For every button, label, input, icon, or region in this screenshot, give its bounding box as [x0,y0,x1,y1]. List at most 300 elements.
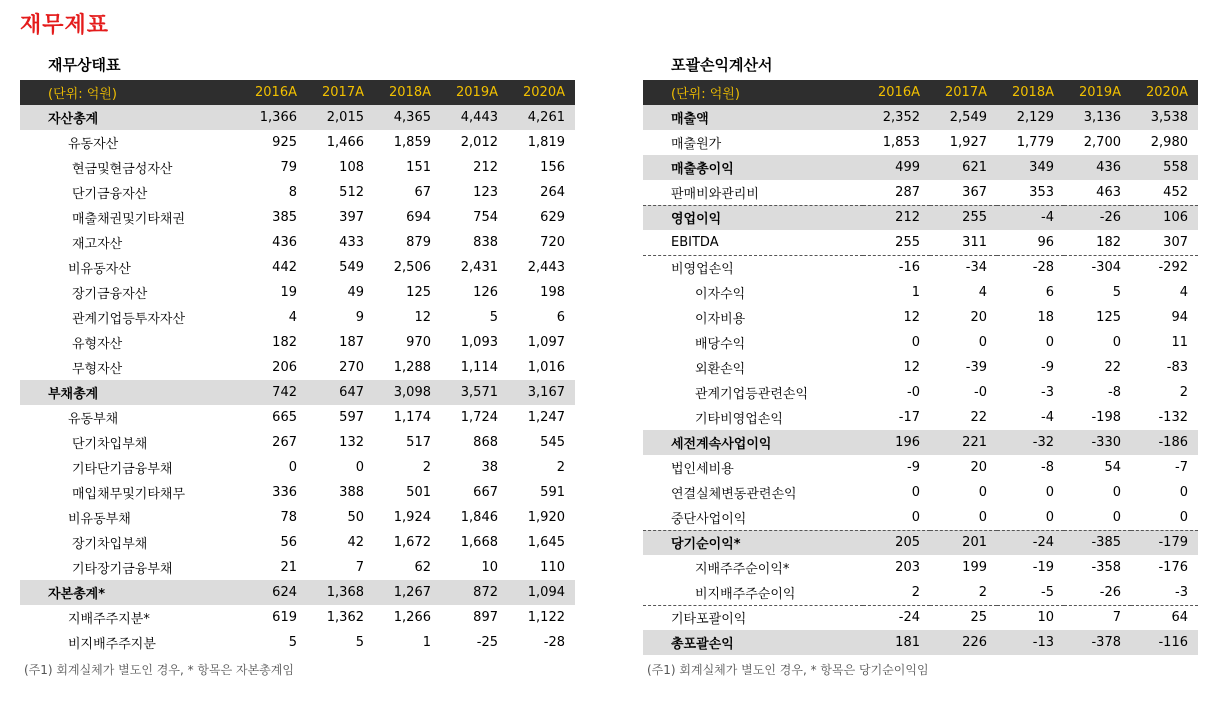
cell-value: 621 [930,155,997,180]
cell-value: 7 [355,560,364,575]
row-label: 무형자산 [72,362,123,377]
row-label: 비영업손익 [643,255,863,280]
year-header: 2018A [997,80,1064,105]
table-row [643,330,1198,355]
cell-value: 2 [1179,385,1188,400]
cell-value: 311 [962,234,987,250]
cell-value: 196 [863,430,930,455]
cell-value: 499 [863,155,930,180]
income-statement-table [643,80,1198,655]
cell-value: 205 [863,530,930,555]
row-label: 유동자산 [68,137,119,152]
cell-value: 591 [540,485,565,500]
cell-value: 156 [540,160,565,175]
cell-value: 1,266 [393,610,431,625]
cell-value: 181 [863,630,930,655]
row-label: 외환손익 [695,362,746,377]
table-header-row [643,80,1198,105]
cell-value: 62 [414,560,431,575]
cell-value: 1,368 [307,580,374,605]
cell-value: -4 [1041,410,1054,425]
cell-value: 353 [1029,184,1054,200]
cell-value: 433 [339,235,364,250]
cell-value: 385 [272,210,297,225]
cell-value: -28 [997,255,1064,280]
row-label: 매출채권및기타채권 [72,212,186,227]
cell-value: -25 [476,635,498,650]
cell-value: 0 [911,335,920,350]
table-row [20,380,575,405]
row-label: 장기차입부채 [72,537,148,552]
year-header: 2019A [441,80,508,105]
cell-value: 0 [911,509,920,525]
cell-value: 42 [347,535,364,550]
table-row [643,280,1198,305]
cell-value: 22 [970,410,987,425]
cell-value: 125 [1096,310,1121,325]
table-row [20,430,575,455]
table-row [643,605,1198,630]
cell-value: 126 [473,285,498,300]
cell-value: 1,846 [460,510,498,525]
row-label: 세전계속사업이익 [643,430,863,455]
cell-value: 106 [1131,205,1198,230]
cell-value: 1 [422,635,431,650]
row-label: 재고자산 [72,237,123,252]
cell-value: 925 [272,135,297,150]
row-label: 이자수익 [695,287,746,302]
cell-value: 18 [1037,310,1054,325]
table-row [20,405,575,430]
cell-value: -9 [1041,360,1054,375]
cell-value: 0 [1045,509,1054,525]
cell-value: 5 [288,635,297,650]
cell-value: 512 [339,185,364,200]
row-label: 배당수익 [695,337,746,352]
cell-value: 12 [414,310,431,325]
cell-value: 287 [895,184,920,200]
row-label: 비유동부채 [68,512,131,527]
year-header: 2016A [863,80,930,105]
cell-value: 21 [280,560,297,575]
row-label: 중단사업이익 [671,511,747,527]
row-label: 기타장기금융부채 [72,562,173,577]
cell-value: 872 [441,580,508,605]
table-row [643,580,1198,605]
cell-value: 1,668 [460,535,498,550]
cell-value: 255 [930,205,997,230]
cell-value: 94 [1171,310,1188,325]
cell-value: 22 [1104,360,1121,375]
row-label: 이자비용 [695,312,746,327]
balance-sheet-title: 재무상태표 [48,56,121,74]
cell-value: 5 [355,635,364,650]
cell-value: 0 [355,460,364,475]
cell-value: 203 [895,560,920,575]
cell-value: 1,672 [393,535,431,550]
row-label: 관계기업등투자자산 [72,312,186,327]
table-row [20,330,575,355]
cell-value: 0 [1045,485,1054,500]
table-row [20,230,575,255]
table-row [643,230,1198,255]
cell-value: 123 [473,185,498,200]
cell-value: 4,443 [441,105,508,130]
row-label: 매출원가 [671,137,722,152]
cell-value: 0 [1045,335,1054,350]
cell-value: 5 [1112,285,1121,300]
cell-value: 10 [997,605,1064,630]
table-row [20,305,575,330]
cell-value: 349 [997,155,1064,180]
cell-value: 501 [406,485,431,500]
cell-value: -5 [1041,584,1054,600]
cell-value: -13 [997,630,1064,655]
table-row [643,430,1198,455]
cell-value: 12 [903,360,920,375]
cell-value: -24 [997,530,1064,555]
cell-value: 108 [339,160,364,175]
row-label: 지배주주지분* [68,612,150,627]
cell-value: -3 [1175,584,1188,600]
unit-label: (단위: 억원) [20,80,240,105]
cell-value: -19 [1032,560,1054,575]
table-row [20,630,575,655]
cell-value: 2 [422,460,431,475]
cell-value: -34 [930,255,997,280]
cell-value: 0 [911,485,920,500]
cell-value: -39 [965,360,987,375]
cell-value: -9 [907,460,920,475]
cell-value: 1,853 [882,135,920,150]
cell-value: -304 [1064,255,1131,280]
row-label: 기타비영업손익 [695,412,783,427]
cell-value: -176 [1158,560,1188,575]
cell-value: 9 [355,310,364,325]
cell-value: 367 [962,184,987,200]
cell-value: -8 [1108,385,1121,400]
table-row [20,280,575,305]
cell-value: -32 [997,430,1064,455]
cell-value: 1,174 [393,410,431,425]
table-row [20,555,575,580]
row-label: 총포괄손익 [643,630,863,655]
row-label: 단기차입부채 [72,437,148,452]
cell-value: 742 [240,380,307,405]
cell-value: 1,247 [527,410,565,425]
cell-value: 10 [481,560,498,575]
cell-value: 206 [272,360,297,375]
row-label: 유형자산 [72,337,123,352]
cell-value: 838 [473,235,498,250]
cell-value: 2,352 [863,105,930,130]
table-row [643,155,1198,180]
cell-value: -28 [543,635,565,650]
cell-value: 56 [280,535,297,550]
cell-value: 667 [473,485,498,500]
cell-value: 1,016 [527,360,565,375]
cell-value: -179 [1131,530,1198,555]
cell-value: 868 [473,435,498,450]
cell-value: 1,927 [949,135,987,150]
table-row [643,630,1198,655]
cell-value: 3,167 [508,380,575,405]
footnote: (주1) 회계실체가 별도인 경우, * 항목은 자본총계임 [24,663,294,677]
row-label: 비지배주주순이익 [695,586,796,602]
cell-value: 264 [540,185,565,200]
table-row [643,555,1198,580]
row-label: 지배주주순이익* [695,562,790,577]
cell-value: 3,136 [1064,105,1131,130]
row-label: 자본총계* [20,580,240,605]
cell-value: 0 [1112,335,1121,350]
cell-value: 1,924 [393,510,431,525]
cell-value: 517 [406,435,431,450]
cell-value: 49 [347,285,364,300]
cell-value: 897 [473,610,498,625]
cell-value: 2,700 [1083,135,1121,150]
row-label: 관계기업등관련손익 [695,387,809,402]
cell-value: 452 [1163,184,1188,200]
cell-value: 1,093 [460,335,498,350]
cell-value: 4,261 [508,105,575,130]
cell-value: -378 [1064,630,1131,655]
cell-value: -292 [1131,255,1198,280]
cell-value: 694 [406,210,431,225]
cell-value: 0 [1112,485,1121,500]
cell-value: 2,129 [997,105,1064,130]
cell-value: 307 [1163,234,1188,250]
table-row [20,480,575,505]
year-header: 2017A [930,80,997,105]
cell-value: 5 [489,310,498,325]
cell-value: -16 [863,255,930,280]
row-label: 법인세비용 [671,462,734,477]
cell-value: 720 [540,235,565,250]
year-header: 2018A [374,80,441,105]
year-header: 2020A [1131,80,1198,105]
table-row [643,105,1198,130]
cell-value: 388 [339,485,364,500]
cell-value: 8 [288,185,297,200]
cell-value: 3,571 [441,380,508,405]
cell-value: 665 [272,410,297,425]
cell-value: 64 [1131,605,1198,630]
cell-value: 2,549 [930,105,997,130]
cell-value: 647 [307,380,374,405]
cell-value: 397 [339,210,364,225]
table-row [20,355,575,380]
cell-value: 25 [930,605,997,630]
unit-label: (단위: 억원) [643,80,863,105]
cell-value: 336 [272,485,297,500]
cell-value: 54 [1104,460,1121,475]
year-header: 2019A [1064,80,1131,105]
row-label: 당기순이익* [643,530,863,555]
cell-value: -186 [1131,430,1198,455]
row-label: 유동부채 [68,412,119,427]
year-header: 2017A [307,80,374,105]
cell-value: -385 [1064,530,1131,555]
cell-value: 436 [272,235,297,250]
cell-value: 151 [406,160,431,175]
cell-value: 50 [347,510,364,525]
row-label: 자산총계 [20,105,240,130]
cell-value: 1,645 [527,535,565,550]
row-label: 현금및현금성자산 [72,162,173,177]
cell-value: -330 [1064,430,1131,455]
table-row [20,180,575,205]
cell-value: 2 [556,460,565,475]
cell-value: 549 [339,260,364,275]
table-row [643,480,1198,505]
cell-value: 11 [1171,335,1188,350]
income-statement-title: 포괄손익계산서 [671,56,773,74]
cell-value: 2,443 [527,260,565,275]
cell-value: -83 [1166,360,1188,375]
row-label: 장기금융자산 [72,287,148,302]
cell-value: 629 [540,210,565,225]
cell-value: 270 [339,360,364,375]
table-row [643,355,1198,380]
balance-sheet-table [20,80,575,655]
cell-value: 19 [280,285,297,300]
cell-value: 1,288 [393,360,431,375]
table-row [20,205,575,230]
cell-value: 0 [288,460,297,475]
cell-value: 67 [414,185,431,200]
cell-value: 1,779 [1016,135,1054,150]
cell-value: 212 [473,160,498,175]
row-label: 영업이익 [643,205,863,230]
row-label: 기타포괄이익 [643,605,863,630]
table-header-row [20,80,575,105]
cell-value: -132 [1158,410,1188,425]
balance-sheet-panel [20,52,575,678]
table-row [643,180,1198,205]
cell-value: -4 [997,205,1064,230]
cell-value: 2,980 [1150,135,1188,150]
income-statement-panel [643,52,1198,678]
table-row [643,455,1198,480]
table-row [20,455,575,480]
cell-value: -8 [1041,460,1054,475]
cell-value: -0 [974,385,987,400]
cell-value: 0 [1179,509,1188,525]
cell-value: 199 [962,560,987,575]
cell-value: 970 [406,335,431,350]
cell-value: 4 [288,310,297,325]
cell-value: 2,015 [307,105,374,130]
cell-value: 79 [280,160,297,175]
table-row [643,255,1198,280]
cell-value: 545 [540,435,565,450]
cell-value: 20 [970,460,987,475]
cell-value: 0 [978,485,987,500]
cell-value: 198 [540,285,565,300]
cell-value: 96 [1037,234,1054,250]
cell-value: 125 [406,285,431,300]
cell-value: 1,466 [326,135,364,150]
table-row [643,405,1198,430]
cell-value: 255 [895,234,920,250]
table-row [20,580,575,605]
cell-value: 187 [339,335,364,350]
year-header: 2016A [240,80,307,105]
row-label: 기타단기금융부채 [72,462,173,477]
cell-value: 1,920 [527,510,565,525]
cell-value: 1,724 [460,410,498,425]
table-row [643,305,1198,330]
row-label: 부채총계 [20,380,240,405]
cell-value: 7 [1064,605,1131,630]
row-label: EBITDA [671,234,719,250]
cell-value: 3,098 [374,380,441,405]
year-header: 2020A [508,80,575,105]
cell-value: -198 [1091,410,1121,425]
cell-value: 0 [1112,509,1121,525]
row-label: 매출총이익 [643,155,863,180]
row-label: 매입채무및기타채무 [72,487,186,502]
cell-value: 879 [406,235,431,250]
cell-value: -26 [1099,584,1121,600]
cell-value: 182 [272,335,297,350]
table-row [643,380,1198,405]
footnote: (주1) 회계실체가 별도인 경우, * 항목은 당기순이익임 [647,663,929,677]
cell-value: 1,097 [527,335,565,350]
cell-value: 2,431 [460,260,498,275]
cell-value: 267 [272,435,297,450]
table-row [20,155,575,180]
cell-value: 463 [1096,184,1121,200]
cell-value: 110 [540,560,565,575]
cell-value: 4 [978,285,987,300]
cell-value: -0 [907,385,920,400]
table-row [20,255,575,280]
cell-value: -116 [1131,630,1198,655]
cell-value: -3 [1041,385,1054,400]
cell-value: 2,012 [460,135,498,150]
cell-value: 436 [1064,155,1131,180]
cell-value: 1 [911,285,920,300]
cell-value: 1,114 [460,360,498,375]
table-row [20,605,575,630]
cell-value: 0 [1179,485,1188,500]
cell-value: 20 [970,310,987,325]
cell-value: 0 [978,509,987,525]
table-row [20,505,575,530]
row-label: 연결실체변동관련손익 [671,487,797,502]
cell-value: 2,506 [393,260,431,275]
row-label: 판매비와관리비 [671,186,759,202]
cell-value: 0 [978,335,987,350]
cell-value: 132 [339,435,364,450]
row-label: 비지배주주지분 [68,637,156,652]
cell-value: -17 [898,410,920,425]
cell-value: 619 [272,610,297,625]
cell-value: 1,366 [240,105,307,130]
cell-value: 12 [903,310,920,325]
cell-value: 212 [863,205,930,230]
cell-value: 6 [1045,285,1054,300]
cell-value: 221 [930,430,997,455]
cell-value: 78 [280,510,297,525]
table-row [20,130,575,155]
cell-value: 3,538 [1131,105,1198,130]
cell-value: 38 [481,460,498,475]
cell-value: -24 [863,605,930,630]
cell-value: 226 [930,630,997,655]
